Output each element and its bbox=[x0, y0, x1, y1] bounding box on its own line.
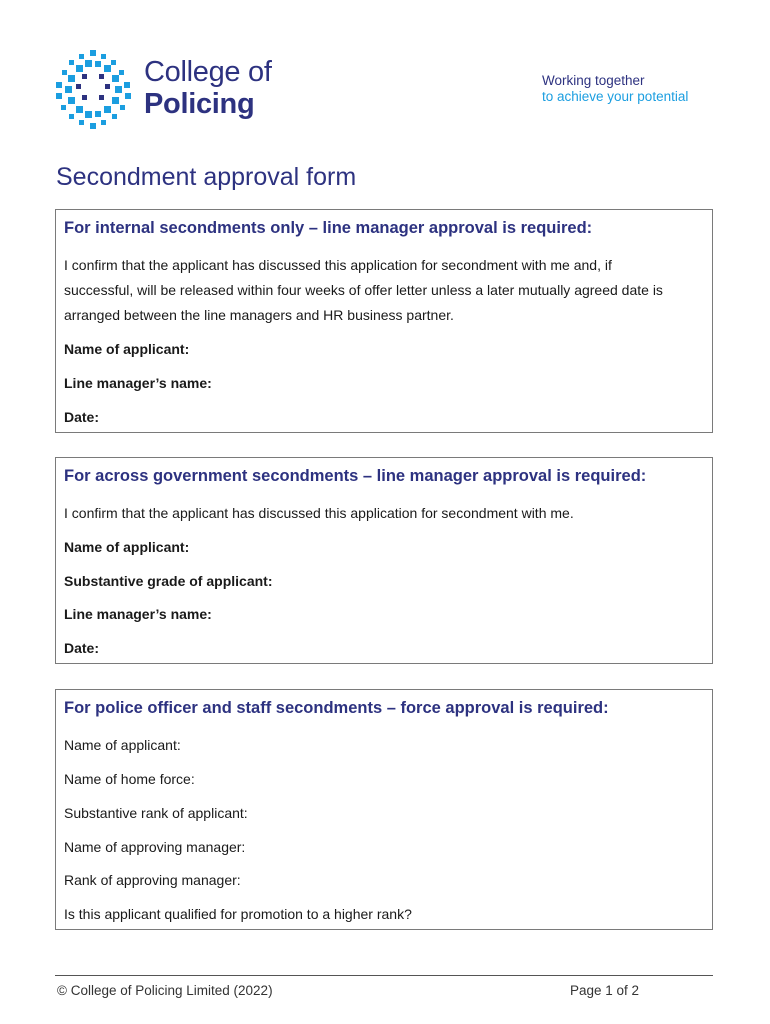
page-title: Secondment approval form bbox=[56, 163, 357, 191]
logo-text-college-of: College of bbox=[144, 56, 272, 88]
section-heading: For internal secondments only – line manager approval is required: bbox=[64, 219, 593, 237]
field-label-line-manager-name: Line manager’s name: bbox=[64, 606, 212, 622]
field-label-date: Date: bbox=[64, 640, 100, 656]
field-label-promotion-question: Is this applicant qualified for promotion to a higher rank? bbox=[64, 906, 412, 922]
field-label-name-of-applicant: Name of applicant: bbox=[64, 539, 190, 555]
section-statement: I confirm that the applicant has discussed this application for secondment with me and, if successful, will be released within four weeks of offer letter unless a later mutually agreed date is arranged between the line managers and HR business partner. bbox=[64, 257, 663, 323]
section-heading: For across government secondments – line manager approval is required: bbox=[64, 467, 647, 485]
college-of-policing-logo bbox=[52, 48, 302, 130]
logo-mark-icon bbox=[52, 48, 136, 130]
police-officer-staff-secondment-section bbox=[55, 689, 713, 930]
field-label-date: Date: bbox=[64, 409, 100, 425]
logo-text-policing: Policing bbox=[144, 88, 255, 120]
section-heading: For police officer and staff secondments – force approval is required: bbox=[64, 699, 609, 717]
field-label-name-of-applicant: Name of applicant: bbox=[64, 341, 190, 357]
field-label-approving-manager-rank: Rank of approving manager: bbox=[64, 872, 241, 888]
field-label-line-manager-name: Line manager’s name: bbox=[64, 375, 212, 391]
tagline-line-1: Working together bbox=[542, 73, 645, 88]
field-label-name-of-applicant: Name of applicant: bbox=[64, 737, 181, 753]
field-label-home-force: Name of home force: bbox=[64, 771, 195, 787]
field-label-substantive-grade: Substantive grade of applicant: bbox=[64, 573, 273, 589]
tagline-line-2: to achieve your potential bbox=[542, 89, 689, 104]
footer-divider bbox=[55, 975, 713, 976]
field-label-approving-manager: Name of approving manager: bbox=[64, 839, 246, 855]
internal-secondment-section bbox=[55, 209, 713, 433]
footer-copyright: © College of Policing Limited (2022) bbox=[57, 983, 273, 998]
across-government-secondment-section bbox=[55, 457, 713, 664]
section-statement: I confirm that the applicant has discussed this application for secondment with me. bbox=[64, 505, 574, 521]
field-label-substantive-rank: Substantive rank of applicant: bbox=[64, 805, 248, 821]
tagline bbox=[542, 73, 688, 105]
footer-page-number: Page 1 of 2 bbox=[570, 983, 640, 998]
